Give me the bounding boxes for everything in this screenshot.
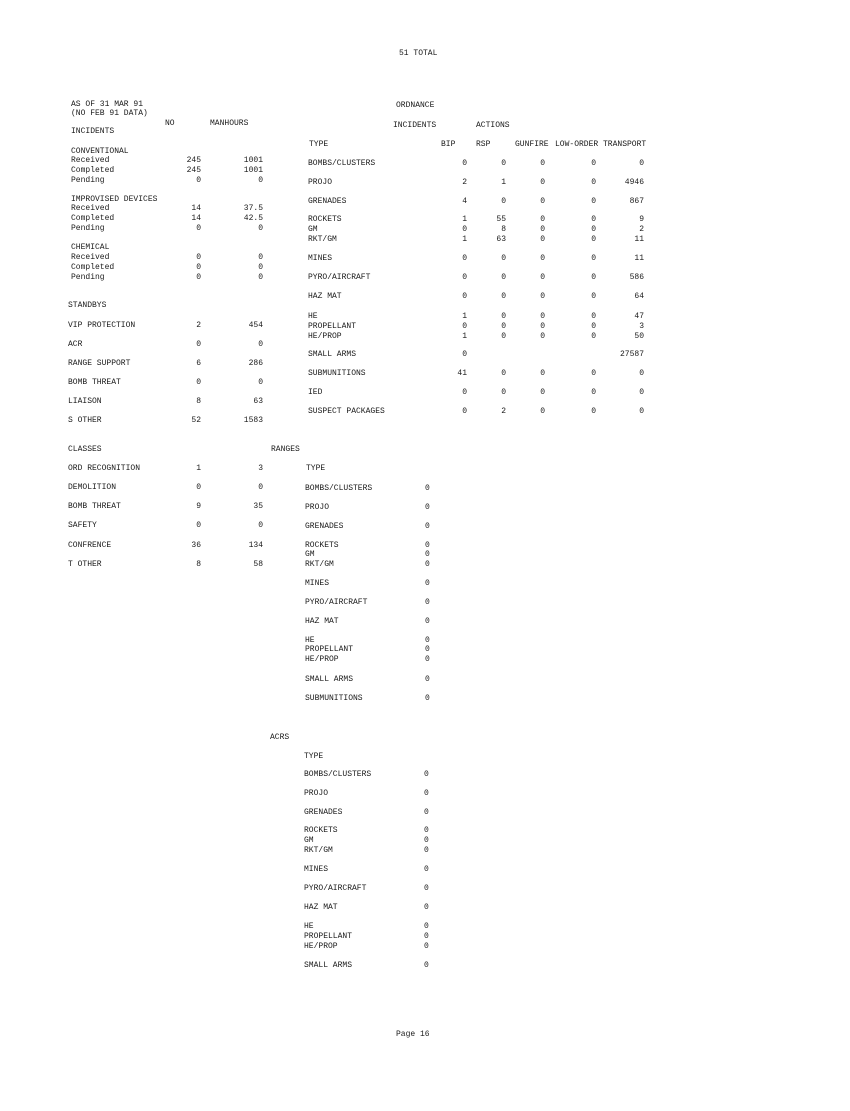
row-no: 0 <box>196 176 201 185</box>
row-label: SAFETY <box>68 521 97 530</box>
ordnance-row-label: HE <box>308 312 318 321</box>
row-no: 245 <box>186 166 201 175</box>
row-label: Pending <box>71 224 105 233</box>
ordnance-row-transport: 0 <box>639 159 644 168</box>
ordnance-low-order-header: LOW-ORDER <box>555 140 599 149</box>
row-label: DEMOLITION <box>68 483 117 492</box>
row-manhours: 286 <box>248 359 263 368</box>
row-label: ORD RECOGNITION <box>68 464 141 473</box>
ordnance-row-label: PROJO <box>308 178 333 187</box>
row-no: 52 <box>191 416 201 425</box>
row-manhours: 134 <box>248 541 263 550</box>
ordnance-row-rsp: 55 <box>496 215 506 224</box>
ranges-row-label: MINES <box>305 579 330 588</box>
row-label: Pending <box>71 176 105 185</box>
ordnance-row-low-order: 0 <box>591 159 596 168</box>
row-label: Completed <box>71 263 115 272</box>
group-title: CONVENTIONAL <box>71 147 129 156</box>
ordnance-row-bip: 1 <box>462 312 467 321</box>
row-label: BOMB THREAT <box>68 502 121 511</box>
row-no: 6 <box>196 359 201 368</box>
acrs-row-label: GM <box>304 836 314 845</box>
acrs-row-label: MINES <box>304 865 329 874</box>
ranges-row-value: 0 <box>425 598 430 607</box>
ordnance-row-bip: 0 <box>462 254 467 263</box>
acrs-row-value: 0 <box>424 942 429 951</box>
ranges-row-label: RKT/GM <box>305 560 334 569</box>
incidents-heading: INCIDENTS <box>71 127 115 136</box>
ordnance-row-transport: 0 <box>639 407 644 416</box>
ordnance-row-rsp: 0 <box>501 369 506 378</box>
ordnance-row-transport: 27587 <box>619 350 644 359</box>
row-label: RANGE SUPPORT <box>68 359 131 368</box>
row-no: 2 <box>196 321 201 330</box>
ordnance-row-rsp: 0 <box>501 322 506 331</box>
ranges-row-value: 0 <box>425 484 430 493</box>
row-label: LIAISON <box>68 397 102 406</box>
ranges-row-value: 0 <box>425 675 430 684</box>
acrs-row-value: 0 <box>424 770 429 779</box>
ordnance-row-label: GRENADES <box>308 197 347 206</box>
acrs-row-value: 0 <box>424 789 429 798</box>
row-manhours: 0 <box>258 483 263 492</box>
ordnance-row-label: BOMBS/CLUSTERS <box>308 159 376 168</box>
row-no: 9 <box>196 502 201 511</box>
ordnance-actions-label: ACTIONS <box>476 121 510 130</box>
row-no: 0 <box>196 253 201 262</box>
row-manhours: 42.5 <box>243 214 263 223</box>
ordnance-row-transport: 11 <box>634 254 644 263</box>
ordnance-row-rsp: 0 <box>501 292 506 301</box>
ordnance-row-rsp: 0 <box>501 332 506 341</box>
ordnance-row-gunfire: 0 <box>540 407 545 416</box>
classes-heading: CLASSES <box>68 445 102 454</box>
ordnance-row-transport: 4946 <box>624 178 644 187</box>
ranges-row-label: SMALL ARMS <box>305 675 354 684</box>
ordnance-row-label: MINES <box>308 254 333 263</box>
ordnance-incidents-label: INCIDENTS <box>393 121 437 130</box>
acrs-row-label: SMALL ARMS <box>304 961 353 970</box>
ranges-row-label: PROPELLANT <box>305 645 354 654</box>
row-manhours: 0 <box>258 176 263 185</box>
ranges-row-label: PYRO/AIRCRAFT <box>305 598 368 607</box>
row-label: VIP PROTECTION <box>68 321 136 330</box>
ranges-row-value: 0 <box>425 645 430 654</box>
ordnance-row-transport: 2 <box>639 225 644 234</box>
row-label: Received <box>71 253 110 262</box>
ordnance-row-rsp: 8 <box>501 225 506 234</box>
ordnance-row-transport: 11 <box>634 235 644 244</box>
ordnance-row-label: SMALL ARMS <box>308 350 357 359</box>
row-manhours: 3 <box>258 464 263 473</box>
ranges-row-label: BOMBS/CLUSTERS <box>305 484 373 493</box>
ranges-row-label: SUBMUNITIONS <box>305 694 363 703</box>
ranges-row-value: 0 <box>425 550 430 559</box>
ordnance-row-gunfire: 0 <box>540 312 545 321</box>
ranges-row-label: GM <box>305 550 315 559</box>
ranges-row-label: GRENADES <box>305 522 344 531</box>
ordnance-row-low-order: 0 <box>591 369 596 378</box>
acrs-row-label: BOMBS/CLUSTERS <box>304 770 372 779</box>
acrs-row-value: 0 <box>424 884 429 893</box>
ordnance-row-bip: 0 <box>462 322 467 331</box>
ranges-row-value: 0 <box>425 541 430 550</box>
row-manhours: 0 <box>258 253 263 262</box>
ordnance-row-low-order: 0 <box>591 312 596 321</box>
ordnance-rsp-header: RSP <box>476 140 491 149</box>
ordnance-transport-header: TRANSPORT <box>603 140 647 149</box>
row-label: Received <box>71 204 110 213</box>
acrs-row-value: 0 <box>424 846 429 855</box>
ordnance-row-low-order: 0 <box>591 292 596 301</box>
row-manhours: 1583 <box>243 416 263 425</box>
ordnance-row-gunfire: 0 <box>540 225 545 234</box>
ordnance-row-low-order: 0 <box>591 235 596 244</box>
acrs-row-value: 0 <box>424 932 429 941</box>
row-label: Received <box>71 156 110 165</box>
ordnance-row-rsp: 0 <box>501 273 506 282</box>
ranges-type-header: TYPE <box>306 464 326 473</box>
row-manhours: 35 <box>253 502 263 511</box>
acrs-row-label: PROPELLANT <box>304 932 353 941</box>
ordnance-row-label: ROCKETS <box>308 215 342 224</box>
row-no: 0 <box>196 273 201 282</box>
ordnance-row-low-order: 0 <box>591 225 596 234</box>
ordnance-row-gunfire: 0 <box>540 159 545 168</box>
ordnance-row-rsp: 0 <box>501 197 506 206</box>
ordnance-row-bip: 2 <box>462 178 467 187</box>
ordnance-row-low-order: 0 <box>591 332 596 341</box>
ordnance-row-label: PYRO/AIRCRAFT <box>308 273 371 282</box>
column-header-no: NO <box>165 119 175 128</box>
ordnance-row-bip: 0 <box>462 273 467 282</box>
ordnance-row-transport: 0 <box>639 369 644 378</box>
row-manhours: 0 <box>258 340 263 349</box>
acrs-row-label: PYRO/AIRCRAFT <box>304 884 367 893</box>
ordnance-row-transport: 586 <box>629 273 644 282</box>
ranges-row-value: 0 <box>425 503 430 512</box>
row-manhours: 454 <box>248 321 263 330</box>
row-no: 1 <box>196 464 201 473</box>
ordnance-row-rsp: 0 <box>501 312 506 321</box>
ordnance-row-gunfire: 0 <box>540 322 545 331</box>
ordnance-row-transport: 867 <box>629 197 644 206</box>
ordnance-row-gunfire: 0 <box>540 292 545 301</box>
row-label: Pending <box>71 273 105 282</box>
row-no: 14 <box>191 214 201 223</box>
ordnance-row-low-order: 0 <box>591 407 596 416</box>
ordnance-row-gunfire: 0 <box>540 215 545 224</box>
ordnance-row-rsp: 0 <box>501 254 506 263</box>
ordnance-row-low-order: 0 <box>591 388 596 397</box>
ordnance-row-bip: 0 <box>462 159 467 168</box>
ordnance-row-transport: 50 <box>634 332 644 341</box>
row-label: CONFRENCE <box>68 541 112 550</box>
ordnance-row-label: IED <box>308 388 323 397</box>
ordnance-row-bip: 1 <box>462 332 467 341</box>
ranges-row-label: HAZ MAT <box>305 617 339 626</box>
ordnance-row-bip: 1 <box>462 235 467 244</box>
ordnance-row-transport: 64 <box>634 292 644 301</box>
ordnance-row-bip: 0 <box>462 350 467 359</box>
data-note: (NO FEB 91 DATA) <box>71 109 148 118</box>
acrs-row-value: 0 <box>424 961 429 970</box>
ordnance-row-gunfire: 0 <box>540 235 545 244</box>
ordnance-row-transport: 9 <box>639 215 644 224</box>
row-manhours: 1001 <box>243 156 263 165</box>
row-no: 36 <box>191 541 201 550</box>
acrs-row-value: 0 <box>424 903 429 912</box>
row-label: ACR <box>68 340 83 349</box>
row-no: 0 <box>196 224 201 233</box>
ordnance-row-low-order: 0 <box>591 273 596 282</box>
ordnance-row-rsp: 63 <box>496 235 506 244</box>
as-of-date: AS OF 31 MAR 91 <box>71 100 144 109</box>
standbys-heading: STANDBYS <box>68 301 107 310</box>
ordnance-row-transport: 3 <box>639 322 644 331</box>
acrs-row-label: ROCKETS <box>304 826 338 835</box>
acrs-row-value: 0 <box>424 826 429 835</box>
ordnance-row-gunfire: 0 <box>540 369 545 378</box>
ordnance-row-transport: 47 <box>634 312 644 321</box>
row-manhours: 1001 <box>243 166 263 175</box>
row-no: 0 <box>196 521 201 530</box>
row-manhours: 0 <box>258 521 263 530</box>
row-no: 245 <box>186 156 201 165</box>
page-title: 51 TOTAL <box>399 49 438 58</box>
ranges-row-label: ROCKETS <box>305 541 339 550</box>
acrs-row-label: HAZ MAT <box>304 903 338 912</box>
ordnance-row-label: SUSPECT PACKAGES <box>308 407 385 416</box>
acrs-row-value: 0 <box>424 836 429 845</box>
page-number: Page 16 <box>396 1030 430 1039</box>
ordnance-row-label: SUBMUNITIONS <box>308 369 366 378</box>
row-no: 14 <box>191 204 201 213</box>
acrs-row-value: 0 <box>424 922 429 931</box>
ranges-row-value: 0 <box>425 579 430 588</box>
ranges-row-label: PROJO <box>305 503 330 512</box>
acrs-row-label: PROJO <box>304 789 329 798</box>
ordnance-row-bip: 4 <box>462 197 467 206</box>
ordnance-row-low-order: 0 <box>591 178 596 187</box>
ranges-row-value: 0 <box>425 617 430 626</box>
row-no: 0 <box>196 263 201 272</box>
ordnance-row-low-order: 0 <box>591 197 596 206</box>
ordnance-row-low-order: 0 <box>591 322 596 331</box>
ranges-row-label: HE <box>305 636 315 645</box>
row-no: 0 <box>196 340 201 349</box>
ranges-row-value: 0 <box>425 522 430 531</box>
ordnance-row-gunfire: 0 <box>540 332 545 341</box>
row-manhours: 0 <box>258 224 263 233</box>
ordnance-row-rsp: 1 <box>501 178 506 187</box>
row-label: S OTHER <box>68 416 102 425</box>
ordnance-row-bip: 0 <box>462 225 467 234</box>
row-label: BOMB THREAT <box>68 378 121 387</box>
group-title: IMPROVISED DEVICES <box>71 195 158 204</box>
ordnance-row-label: HE/PROP <box>308 332 342 341</box>
ranges-heading: RANGES <box>271 445 300 454</box>
acrs-row-value: 0 <box>424 865 429 874</box>
ordnance-heading: ORDNANCE <box>396 101 435 110</box>
group-title: CHEMICAL <box>71 243 110 252</box>
row-manhours: 63 <box>253 397 263 406</box>
row-no: 8 <box>196 397 201 406</box>
row-manhours: 0 <box>258 263 263 272</box>
ordnance-row-label: RKT/GM <box>308 235 337 244</box>
ranges-row-value: 0 <box>425 655 430 664</box>
ordnance-type-header: TYPE <box>309 140 329 149</box>
ranges-row-value: 0 <box>425 560 430 569</box>
acrs-row-label: HE/PROP <box>304 942 338 951</box>
ordnance-row-label: HAZ MAT <box>308 292 342 301</box>
row-label: Completed <box>71 214 115 223</box>
row-no: 0 <box>196 483 201 492</box>
ordnance-bip-header: BIP <box>441 140 456 149</box>
ordnance-gunfire-header: GUNFIRE <box>515 140 549 149</box>
ordnance-row-gunfire: 0 <box>540 388 545 397</box>
ordnance-row-rsp: 0 <box>501 159 506 168</box>
acrs-row-label: HE <box>304 922 314 931</box>
acrs-type-header: TYPE <box>304 752 324 761</box>
ranges-row-value: 0 <box>425 694 430 703</box>
ordnance-row-bip: 0 <box>462 292 467 301</box>
ranges-row-label: HE/PROP <box>305 655 339 664</box>
acrs-row-value: 0 <box>424 808 429 817</box>
row-manhours: 37.5 <box>243 204 263 213</box>
ordnance-row-gunfire: 0 <box>540 197 545 206</box>
ordnance-row-bip: 0 <box>462 388 467 397</box>
ordnance-row-gunfire: 0 <box>540 254 545 263</box>
ordnance-row-gunfire: 0 <box>540 273 545 282</box>
ordnance-row-gunfire: 0 <box>540 178 545 187</box>
acrs-row-label: GRENADES <box>304 808 343 817</box>
ordnance-row-label: PROPELLANT <box>308 322 357 331</box>
row-label: T OTHER <box>68 560 102 569</box>
acrs-row-label: RKT/GM <box>304 846 333 855</box>
ranges-row-value: 0 <box>425 636 430 645</box>
row-label: Completed <box>71 166 115 175</box>
row-manhours: 0 <box>258 378 263 387</box>
ordnance-row-bip: 41 <box>457 369 467 378</box>
column-header-manhours: MANHOURS <box>210 119 249 128</box>
row-no: 8 <box>196 560 201 569</box>
row-manhours: 0 <box>258 273 263 282</box>
ordnance-row-bip: 0 <box>462 407 467 416</box>
acrs-heading: ACRS <box>270 733 290 742</box>
ordnance-row-low-order: 0 <box>591 215 596 224</box>
ordnance-row-transport: 0 <box>639 388 644 397</box>
row-no: 0 <box>196 378 201 387</box>
ordnance-row-bip: 1 <box>462 215 467 224</box>
ordnance-row-rsp: 2 <box>501 407 506 416</box>
ordnance-row-label: GM <box>308 225 318 234</box>
ordnance-row-rsp: 0 <box>501 388 506 397</box>
row-manhours: 58 <box>253 560 263 569</box>
ordnance-row-low-order: 0 <box>591 254 596 263</box>
